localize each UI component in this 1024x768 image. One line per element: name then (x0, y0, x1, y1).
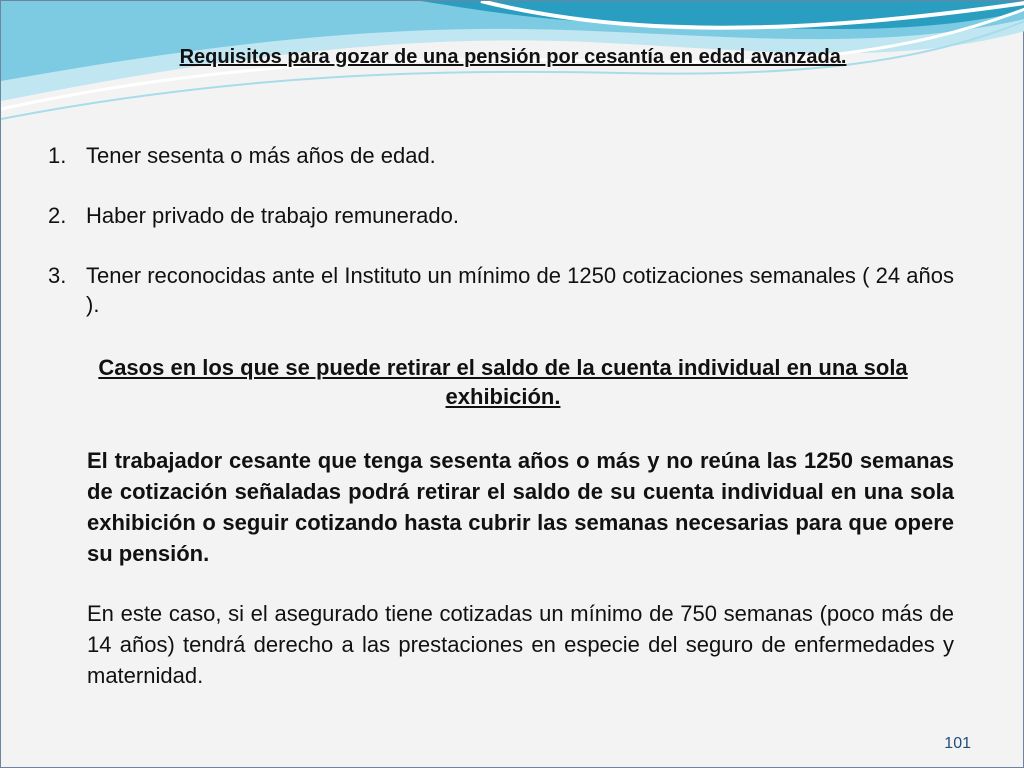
paragraph-withdrawal: El trabajador cesante que tenga sesenta años o más y no reúna las 1250 semanas de cotización señaladas podrá retirar el saldo de su cuenta individual en una sola exhibición o seguir cotizando hasta cubrir las semanas necesarias para que opere su pensión. (87, 448, 954, 566)
page-number: 101 (944, 735, 971, 752)
list-item-text: Haber privado de trabajo remunerado. (86, 203, 460, 228)
requirements-list (48, 141, 954, 319)
list-item-text: Tener sesenta o más años de edad. (86, 143, 436, 168)
list-item (48, 141, 954, 170)
list-item-number: 2. (48, 203, 67, 228)
paragraph-benefits: En este caso, si el asegurado tiene cotizadas un mínimo de 750 semanas (poco más de 14 años) tendrá derecho a las prestaciones en especie del seguro de enfermedades y maternidad. (87, 601, 954, 688)
section-subtitle: Casos en los que se puede retirar el saldo de la cuenta individual en una sola exhibición. (98, 355, 908, 409)
slide-title: Requisitos para gozar de una pensión por cesantía en edad avanzada. (179, 46, 847, 68)
list-item (48, 261, 954, 319)
list-item-number: 3. (48, 263, 67, 288)
list-item (48, 201, 954, 230)
list-item-number: 1. (48, 143, 67, 168)
list-item-text: Tener reconocidas ante el Instituto un mínimo de 1250 cotizaciones semanales ( 24 años ). (86, 263, 954, 317)
